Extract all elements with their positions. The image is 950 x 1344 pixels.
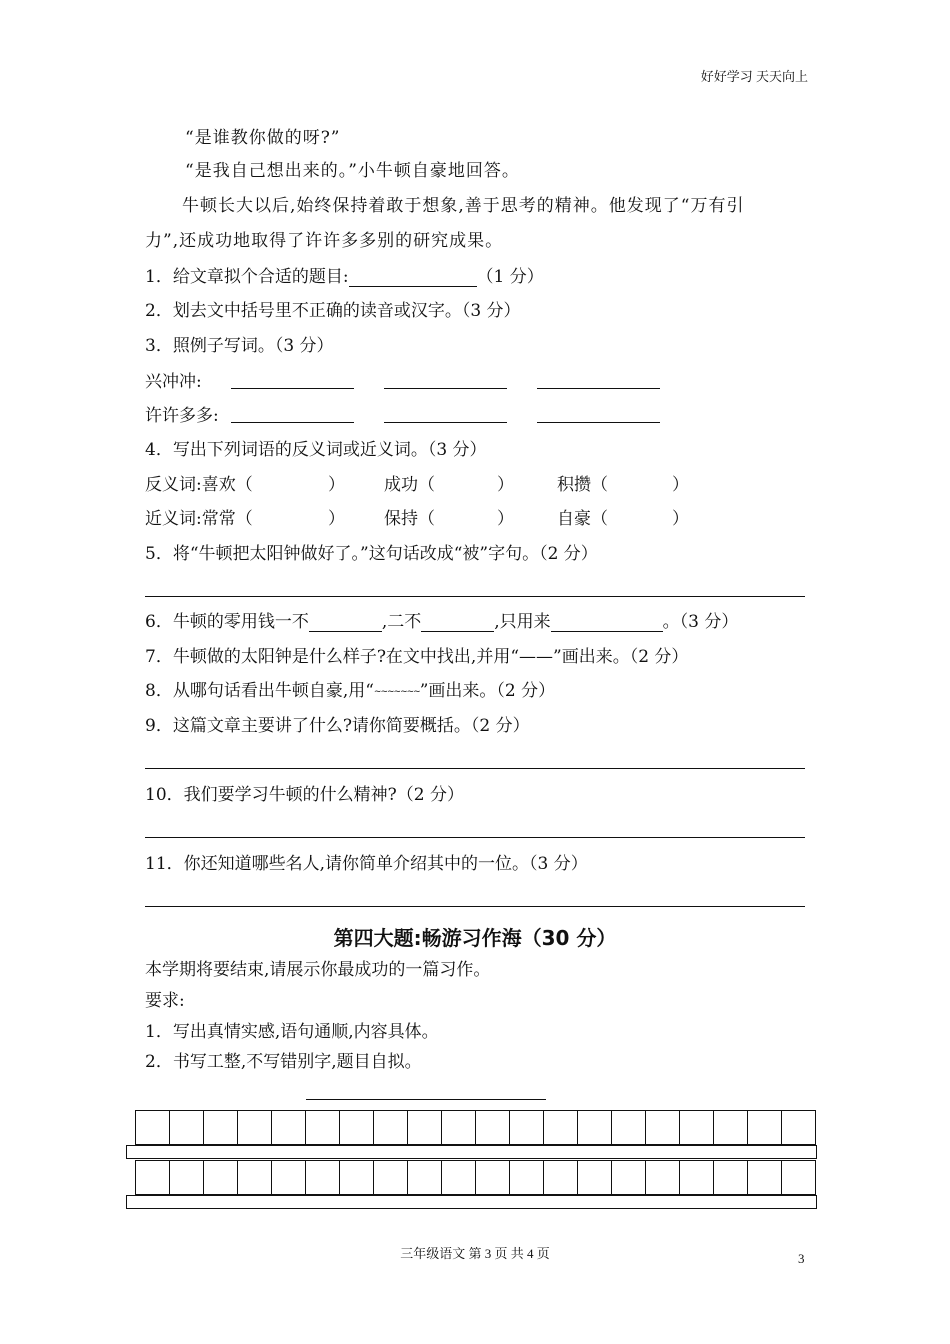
q4-close-paren: ）: [497, 475, 514, 495]
grid-cell[interactable]: [714, 1111, 748, 1145]
grid-cell[interactable]: [510, 1111, 544, 1145]
question-8-part-b: ”画出来。（2 分）: [419, 681, 556, 701]
answer-line[interactable]: [145, 837, 805, 838]
question-11: 11．你还知道哪些名人,请你简单介绍其中的一位。（3 分）: [145, 854, 588, 874]
passage-line-3a: 牛顿长大以后,始终保持着敢于想象,善于思考的精神。他发现了“万有引: [182, 196, 745, 216]
grid-cell[interactable]: [340, 1111, 374, 1145]
grid-cell[interactable]: [374, 1161, 408, 1195]
grid-cell[interactable]: [748, 1111, 782, 1145]
grid-cell[interactable]: [170, 1161, 204, 1195]
grid-cell[interactable]: [544, 1161, 578, 1195]
requirement-2: 2．书写工整,不写错别字,题目自拟。: [145, 1052, 422, 1072]
grid-cell[interactable]: [272, 1111, 306, 1145]
grid-cell[interactable]: [476, 1111, 510, 1145]
grid-row-separator: [126, 1145, 817, 1159]
grid-cell[interactable]: [510, 1161, 544, 1195]
question-8-part-a: 8．从哪句话看出牛顿自豪,用“: [145, 681, 374, 701]
question-7: 7．牛顿做的太阳钟是什么样子?在文中找出,并用“——”画出来。（2 分）: [145, 647, 689, 667]
question-5: 5．将“牛顿把太阳钟做好了。”这句话改成“被”字句。（2 分）: [145, 544, 598, 564]
grid-cell[interactable]: [714, 1161, 748, 1195]
q3-blank[interactable]: [231, 372, 354, 389]
q3-blank[interactable]: [537, 372, 660, 389]
q3-blank[interactable]: [384, 372, 507, 389]
grid-cell[interactable]: [136, 1161, 170, 1195]
q4-close-paren: ）: [497, 509, 514, 529]
grid-cell[interactable]: [306, 1111, 340, 1145]
grid-cell[interactable]: [374, 1111, 408, 1145]
q4-word: 保持（: [384, 509, 435, 529]
grid-cell[interactable]: [578, 1111, 612, 1145]
grid-cell[interactable]: [306, 1161, 340, 1195]
q4-word: 成功（: [384, 475, 435, 495]
page-footer: 三年级语文 第 3 页 共 4 页: [400, 1246, 550, 1261]
page-header: 好好学习 天天向上: [700, 69, 808, 84]
question-3: 3．照例子写词。（3 分）: [145, 336, 334, 356]
grid-cell[interactable]: [170, 1111, 204, 1145]
answer-blank[interactable]: [309, 615, 382, 632]
question-6-part-b: ,二不: [381, 612, 422, 632]
essay-grid-row[interactable]: [135, 1110, 816, 1145]
passage-line-2: “是我自己想出来的。”小牛顿自豪地回答。: [185, 161, 520, 181]
grid-cell[interactable]: [612, 1161, 646, 1195]
passage-line-3b: 力”,还成功地取得了许许多多别的研究成果。: [145, 231, 504, 251]
grid-cell[interactable]: [340, 1161, 374, 1195]
q3-blank[interactable]: [231, 406, 354, 423]
answer-blank[interactable]: [421, 615, 494, 632]
grid-cell[interactable]: [544, 1111, 578, 1145]
question-1: [145, 267, 544, 287]
grid-cell[interactable]: [442, 1111, 476, 1145]
q4-close-paren: ）: [328, 475, 345, 495]
grid-cell[interactable]: [238, 1111, 272, 1145]
answer-blank[interactable]: [551, 615, 663, 632]
question-8: [145, 681, 555, 702]
answer-line[interactable]: [145, 768, 805, 769]
section-4-intro: 本学期将要结束,请展示你最成功的一篇习作。: [145, 960, 491, 980]
passage-line-1: “是谁教你做的呀?”: [185, 128, 341, 148]
grid-cell[interactable]: [476, 1161, 510, 1195]
requirement-1: 1．写出真情实感,语句通顺,内容具体。: [145, 1022, 439, 1042]
grid-row-separator: [126, 1195, 817, 1209]
question-2: 2．划去文中括号里不正确的读音或汉字。（3 分）: [145, 301, 521, 321]
grid-cell[interactable]: [680, 1161, 714, 1195]
question-1-text: 1．给文章拟个合适的题目:: [145, 267, 349, 287]
question-10: 10．我们要学习牛顿的什么精神?（2 分）: [145, 785, 464, 805]
grid-cell[interactable]: [136, 1111, 170, 1145]
essay-title-blank[interactable]: [306, 1099, 546, 1100]
question-6: [145, 612, 738, 632]
grid-cell[interactable]: [442, 1161, 476, 1195]
question-6-part-c: ,只用来: [494, 612, 551, 632]
q4-close-paren: ）: [672, 509, 689, 529]
grid-cell[interactable]: [578, 1161, 612, 1195]
grid-cell[interactable]: [782, 1161, 816, 1195]
q4-word: 积攒（: [557, 475, 608, 495]
q4-synonym-label: 近义词:常常（: [145, 509, 253, 529]
question-6-part-d: 。（3 分）: [662, 612, 739, 632]
q3-blank[interactable]: [537, 406, 660, 423]
grid-cell[interactable]: [748, 1161, 782, 1195]
q4-close-paren: ）: [672, 475, 689, 495]
wavy-line-symbol: ~~~~~~~: [373, 686, 420, 697]
question-9: 9．这篇文章主要讲了什么?请你简要概括。（2 分）: [145, 716, 530, 736]
grid-cell[interactable]: [238, 1161, 272, 1195]
grid-cell[interactable]: [680, 1111, 714, 1145]
page-number: 3: [798, 1251, 805, 1266]
grid-cell[interactable]: [612, 1111, 646, 1145]
grid-cell[interactable]: [646, 1161, 680, 1195]
grid-cell[interactable]: [646, 1111, 680, 1145]
grid-cell[interactable]: [204, 1161, 238, 1195]
answer-line[interactable]: [145, 906, 805, 907]
requirements-label: 要求:: [145, 991, 185, 1011]
title-answer-blank[interactable]: [349, 270, 477, 287]
question-4: 4．写出下列词语的反义词或近义词。（3 分）: [145, 440, 487, 460]
q3-blank[interactable]: [384, 406, 507, 423]
grid-cell[interactable]: [272, 1161, 306, 1195]
answer-line[interactable]: [145, 596, 805, 597]
q3-word-1: 兴冲冲:: [145, 372, 202, 392]
question-1-score: （1 分）: [476, 267, 544, 287]
q4-antonym-label: 反义词:喜欢（: [145, 475, 253, 495]
grid-cell[interactable]: [408, 1111, 442, 1145]
question-6-part-a: 6．牛顿的零用钱一不: [145, 612, 309, 632]
grid-cell[interactable]: [782, 1111, 816, 1145]
grid-cell[interactable]: [204, 1111, 238, 1145]
section-4-title: 第四大题:畅游习作海（30 分）: [333, 926, 617, 950]
essay-grid-row[interactable]: [135, 1160, 816, 1195]
grid-cell[interactable]: [408, 1161, 442, 1195]
q4-word: 自豪（: [557, 509, 608, 529]
q4-close-paren: ）: [328, 509, 345, 529]
q3-word-2: 许许多多:: [145, 406, 219, 426]
